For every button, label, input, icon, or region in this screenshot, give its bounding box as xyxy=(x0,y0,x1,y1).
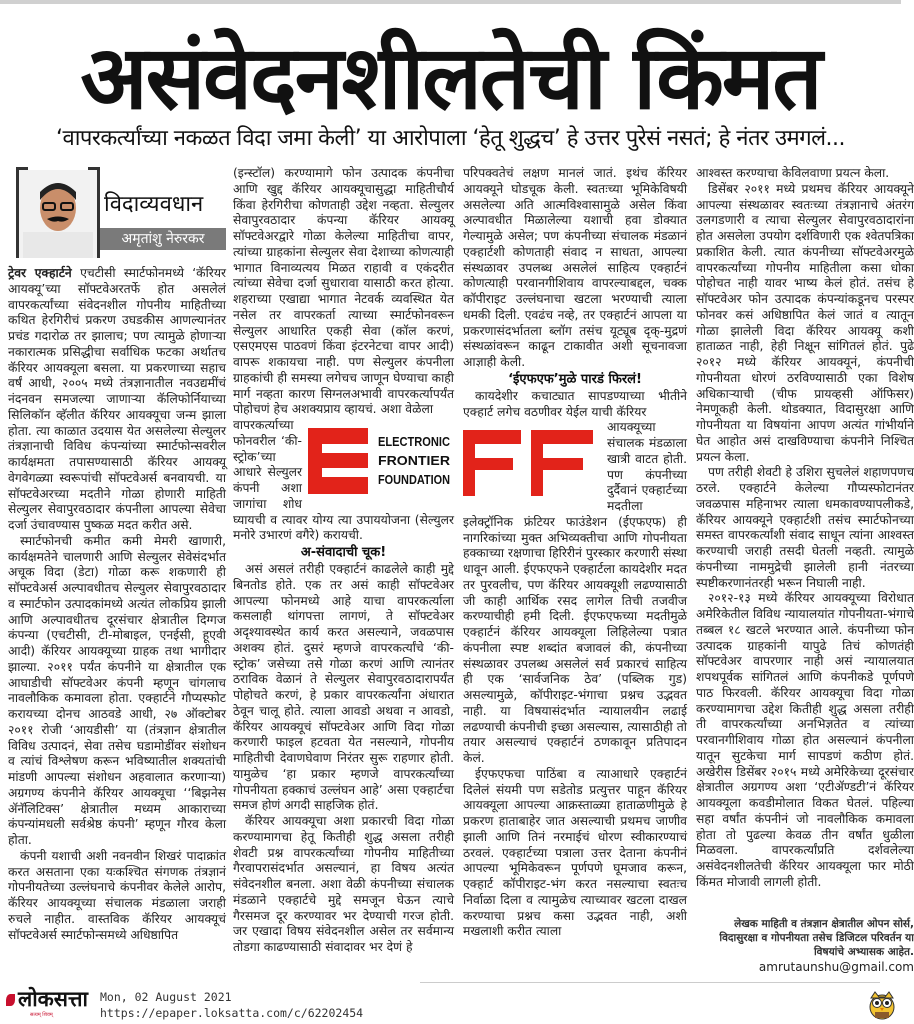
logo-text: लोकसत्ता xyxy=(18,987,88,1011)
author-box xyxy=(8,166,226,266)
column-1 xyxy=(8,166,226,943)
section-heading: ‘ईएफएफ’मुळे पारडं फिरलं! xyxy=(508,371,642,387)
epaper-url[interactable]: https://epaper.loksatta.com/c/62202454 xyxy=(100,1006,364,1020)
column-3 xyxy=(463,166,687,940)
paragraph: ईएफएफचा पाठिंबा व त्याआधारे एक्हार्टनं दिलेलं संयमी पण सडेतोड प्रत्युत्तर पाहून कॅरियर आयक्यूला आपल्या आक्रस्ताळ्या हाताळणीमुळे हे प्रकरण हाताबाहेर जात असल्याची प्रथमच जाणीव झाली आणि तिनं नरमाईचं धोरण स्वीकारण्याचं ठरवलं. एक्हार्टच्या पत्राला उत्तर देताना कंपनीनं आपल्या भूमिकेवरून पूर्णपणे घूमजाव करून, एक्हार्ट कॉपीराइट-भंग करत नसल्याचा स्वतःच निर्वाळा दिला व त्यामुळेच त्याच्यावर खटला दाखल करण्याचा प्रश्नच कसा उद्भवत नाही, अशी मखलाशी करीत त्याला xyxy=(463,766,687,939)
paragraph: कायदेशीर कचाट्यात सापडण्याच्या भीतीने एक्हार्ट लगेच वठणीवर येईल याची कॅरियर xyxy=(463,388,687,419)
author-portrait-icon xyxy=(19,170,97,258)
loksatta-logo[interactable] xyxy=(4,986,96,1020)
logo-tagline: सत्यम् शिवम् xyxy=(30,1012,53,1018)
paragraph: असं असलं तरीही एक्हार्टनं काढलेले काही मुद्दे बिनतोड होते. एक तर असं काही सॉफ्टवेअर आपल्या फोनमध्ये आहे याचा वापरकर्त्याला कसलाही थांगपत्ता लागणं, ते सॉफ्टवेअर अदृश्यावस्थेत कार्य करत असल्याने, जवळपास अशक्य होतं. दुसरं म्हणजे वापरकर्त्यांचे ‘की-स्ट्रोक’ जसेच्या तसे गोळा करणं आणि त्यानंतर ठराविक वेळानं ते सेल्युलर सेवापुरवठादारापर्यंत पोहोचते करणं, हे प्रकार वापरकर्त्यांना अंधारात ठेवून चालू होते. त्याला आवडो अथवा न आवडो, कॅरियर आयक्यूचं सॉफ्टवेअर आणि विदा गोळा करणारी फाइल हटवता येत नसल्याने, गोपनीय माहितीची देवाणघेवाण निरंतर सुरू राहणार होती. यामुळेच ‘हा प्रकार म्हणजे वापरकर्त्यांच्या गोपनीयता हक्काचं उल्लंघन आहे’ असा एक्हार्टचा समज होणं अगदी साहजिक होतं. xyxy=(233,562,454,813)
logo-flame-icon xyxy=(6,994,15,1006)
eff-logo-right-image xyxy=(463,422,599,502)
paragraph: वापरकर्त्याच्या फोनवरील ‘की-स्ट्रोक’च्या आधारे सेल्युलर कंपनी अशा जागांचा शोध घ्यायची व त्यावर योग्य त्या उपाययोजना (सेल्युलर मनोरे उभारणं वगैरे) करायची. xyxy=(233,418,454,543)
paragraph: परिपक्वतेचं लक्षण मानलं जातं. इथंच कॅरियर आयक्यूने घोडचूक केली. स्वतःच्या भूमिकेविषयी असलेल्या अति आत्मविश्वासामुळे असेल किंवा अल्पावधीत मिळालेल्या यशाची हवा डोक्यात गेल्यामुळे असेल; पण कंपनीच्या संचालक मंडळानं एक्हार्टशी कोणताही संवाद न साधता, आपल्या संस्थळावर उपलब्ध असलेलं साहित्य एक्हार्टनं कोणत्याही परवानगीशिवाय वापरल्याबद्दल, चक्क कॉपीराइट उल्लंघनाचा खटला भरण्याची त्याला धमकी दिली. एवढंच नव्हे, तर एक्हार्टनं आपला या प्रकरणासंदर्भातला ब्लॉग तसंच यूट्यूब दृक्-मुद्रणं संस्थळांवरून काढून टाकावीत अशी सूचनावजा आज्ञाही केली. xyxy=(463,166,687,369)
author-bio: लेखक माहिती व तंत्रज्ञान क्षेत्रातील ओपन सोर्स, विदासुरक्षा व गोपनीयता तसेच डिजिटल परिवर्तन या विषयांचे अभ्यासक आहेत. xyxy=(719,917,914,958)
eff-logo-left-image xyxy=(308,420,454,500)
paragraph: कॅरियर आयक्यूचा अशा प्रकारची विदा गोळा करण्यामागचा हेतू कितीही शुद्ध असला तरीही शेवटी प्रश्न वापरकर्त्यांच्या गोपनीय माहितीच्या गैरवापरासंदर्भात असल्यानं, हा विषय अत्यंत संवेदनशील बनला. अशा वेळी कंपनीच्या संचालक मंडळाने एक्हार्टचे मुद्दे समजून घेऊन त्याचे गैरसमज दूर करण्यावर भर देण्याची गरज होती. जर एखादा विषय संवेदनशील असेल तर सर्वमान्य तोडगा काढण्यासाठी संवादावर भर देणं हे xyxy=(233,814,454,954)
subheadline: ‘वापरकर्त्यांच्या नकळत विदा जमा केली’ या आरोपाला ‘हेतू शुद्धच’ हे उत्तर पुरेसं नसतं; हे नंतर उमगलं... xyxy=(55,126,845,151)
paragraph: स्मार्टफोनची कमीत कमी मेमरी खाणारी, कार्यक्षमतेने चालणारी आणि सेल्युलर सेवेसंदर्भात अचूक विदा (डेटा) गोळा करू शकणारी ही सॉफ्टवेअर्स अल्पावधीतच सेल्युलर सेवापुरवठादार व स्मार्टफोन उत्पादकांमध्ये अत्यंत लोकप्रिय झाली आणि अल्पावधीतच दूरसंचार क्षेत्रातील दिग्गज कंपन्या (एचटीसी, टी-मोबाइल, एनईसी, हूएवी आदी) कॅरियर आयक्यूच्या ग्राहक तथा भागीदार झाल्या. २०११ पर्यंत कंपनीने या क्षेत्रातील एक आघाडीची सॉफ्टवेअर कंपनी म्हणून चांगलाच नावलौकिक कमावला होता. एक्हार्टने गौप्यस्फोट करायच्या दोनच आठवडे आधी, २७ ऑक्टोबर २०११ रोजी ‘आयडीसी’ या (तंत्रज्ञान क्षेत्रातील विविध उत्पादनं, सेवा तसेच घडामोडींवर संशोधन व त्यांचं विश्लेषण करून भविष्यातील शक्यतांची मांडणी आपल्या संशोधन अहवालात करणाऱ्या) अग्रगण्य कंपनीने कॅरियर आयक्यूचा ‘‘बिझनेस ॲनॅलिटिक्स’ क्षेत्रातील मध्यम आकाराच्या कंपन्यांमधली सर्वश्रेष्ठ कंपनी’ म्हणून गौरव केला होता. xyxy=(8,533,226,847)
column-4 xyxy=(696,166,914,975)
paragraph: आयक्यूच्या संचालक मंडळाला खात्री वाटत होती. पण कंपनीच्या दुर्दैवानं एक्हार्टच्या मदतीला इलेक्ट्रॉनिक फ्रंटियर फाउंडेशन (ईएफएफ) ही नागरिकांच्या मुक्त अभिव्यक्तीचा आणि गोपनीयता हक्काच्या रक्षणाचा हिरिरीनं पुरस्कार करणारी संस्था धावून आली. ईएफएफने एक्हार्टला कायदेशीर मदत तर पुरवलीच, पण कॅरियर आयक्यूशी लढण्यासाठी जी काही आर्थिक रसद लागेल तिची तजवीज करण्याचीही हमी दिली. ईएफएफच्या मदतीमुळे एक्हार्टनं कॅरियर आयक्यूला लिहिलेल्या पत्रात कंपनीला स्पष्ट शब्दांत बजावलं की, कंपनीच्या संस्थळावर उपलब्ध असलेलं सर्व प्रकारचं साहित्य ही एक ‘सार्वजनिक ठेव’ (पब्लिक गुड) असल्यामुळे, कॉपीराइट-भंगाचा प्रश्नच उद्भवत नाही. या विषयासंदर्भात न्यायालयीन लढाई लढण्याची कंपनीची इच्छा असल्यास, त्यासाठीही तो तयार असल्याचं एक्हार्टनं ठणकावून प्रतिपादन केलं. xyxy=(463,420,687,765)
lead-words: ट्रेवर एक्हार्टने xyxy=(8,266,72,280)
author-photo xyxy=(16,170,100,258)
author-name: अमृतांशु नेरुरकर xyxy=(100,228,226,250)
paragraph: २०१२-१३ मध्ये कॅरियर आयक्यूच्या विरोधात अमेरिकेतील विविध न्यायालयांत गोपनीयता-भंगाचे तब्बल १८ खटले भरण्यात आले. कंपनीच्या फोन उत्पादक ग्राहकांनी यापुढे तिचं कोणतंही सॉफ्टवेअर वापरणार नाही असं न्यायालयात शपथपूर्वक सांगितलं आणि कंपनीकडे पूर्णपणे पाठ फिरवली. कॅरियर आयक्यूचा विदा गोळा करण्यामागचा उद्देश कितीही शुद्ध असला तरीही ती वापरकर्त्यांच्या अनभिज्ञतेत व त्यांच्या परवानगीशिवाय गोळा होत असल्यानं कंपनीला यातून सुटकेचा मार्ग सापडणं कठीण होतं. अखेरीस डिसेंबर २०१५ मध्ये अमेरिकेच्या दूरसंचार क्षेत्रातील अग्रगण्य अशा ‘एटीॲण्डटी’नं कॅरियर आयक्यूला कवडीमोलात विकत घेतलं. पहिल्या सहा वर्षांत कंपनीनं जो नावलौकिक कमावला होता तो पुढल्या केवळ तीन वर्षांत धुळीला मिळवला. वापरकर्त्यांप्रति दर्शवलेल्या असंवेदनशीलतेची कॅरियर आयक्यूला फार मोठी किंमत मोजावी लागली होती. xyxy=(696,591,914,889)
paragraph: पण तरीही शेवटी हे उशिरा सुचलेलं शहाणपणच ठरले. एक्हार्टने केलेल्या गौप्यस्फोटानंतर जवळपास महिनाभर त्याला धमकावण्यापलीकडे, कॅरियर आयक्यूने एक्हार्टशी तसंच स्मार्टफोनच्या समस्त वापरकर्त्यांशी संवाद साधून त्यांना आश्वस्त करण्याची जराही तसदी घेतली नव्हती. त्यामुळे कंपनीच्या नाममुद्रेची झालेली हानी नंतरच्या स्पष्टीकरणानंतरही भरून निघाली नाही. xyxy=(696,465,914,590)
owl-mascot-icon xyxy=(868,988,896,1020)
top-border xyxy=(0,0,901,4)
paragraph xyxy=(8,266,226,534)
eff-line-1: ELECTRONIC xyxy=(378,434,451,449)
column-name: विदाव्यवधान xyxy=(104,192,204,217)
paragraph-text: एचटीसी स्मार्टफोनमध्ये ‘कॅरियर आयक्यू’च्या सॉफ्टवेअरतर्फे होत असलेलं वापरकर्त्यांच्या संवेदनशील गोपनीय माहितीच्या कथित हेरगिरीचं प्रकरण उघडकीस आणल्यानंतर प्रचंड गदारोळ तर झालाच; पण त्यामुळे होणाऱ्या नकारात्मक प्रसिद्धीचा सर्वाधिक फटका अर्थातच कॅरियर आयक्यूला बसला. या प्रकरणाच्या सहाच वर्षं आधी, २००५ मध्ये तंत्रज्ञानातील नवउद्यमींचं नंदनवन समजल्या जाणाऱ्या कॅलिफोर्नियाच्या सिलिकॉन व्हॅलीत कॅरियर आयक्यूचा जन्म झाला होता. त्या काळात उदयास येत असलेल्या सेल्युलर तंत्रज्ञानाची विविध कंपन्यांच्या स्मार्टफोन्सवरील कार्यक्षमता तपासण्यासाठी कॅरियर आयक्यू वेगवेगळ्या स्वरूपांची सॉफ्टवेअर्स बनवायची. या सॉफ्टवेअरच्या मदतीने गोळा होणारी माहिती सेल्युलर सेवापुरवठादार कंपनीला आपल्या सेवेचा दर्जा उंचावण्यास पुष्कळ मदत करीत असे. xyxy=(8,266,226,532)
section-heading: अ-संवादाची चूक! xyxy=(300,545,387,560)
eff-line-3: FOUNDATION xyxy=(378,472,450,487)
author-email: amrutaunshu@gmail.com xyxy=(758,959,914,974)
paragraph: कंपनी यशाची अशी नवनवीन शिखरं पादाक्रांत करत असताना एका यःकश्चित संगणक तंत्रज्ञानं गोपनीयतेच्या उल्लंघनाचे कंपनीवर केलेले आरोप, कॅरियर आयक्यूच्या संचालक मंडळाला जराही रुचले नाहीत. वास्तविक कॅरियर आयक्यूचं सॉफ्टवेअर्स स्मार्टफोन्समध्ये अधिष्ठापित xyxy=(8,848,226,942)
eff-line-2: FRONTIER xyxy=(378,453,451,468)
publish-date: Mon, 02 August 2021 xyxy=(100,990,232,1004)
column-2 xyxy=(233,166,454,956)
headline: असंवेदनशीलतेची किंमत xyxy=(80,26,821,129)
paragraph: डिसेंबर २०११ मध्ये प्रथमच कॅरियर आयक्यूने आपल्या संस्थळावर स्वतःच्या तंत्रज्ञानाचे अंतरंग उलगडणारी व त्याचा सेल्युलर सेवापुरवठादारांना होत असलेला उपयोग दर्शविणारी एक श्वेतपत्रिका प्रकाशित केली. त्यात कंपनीच्या सॉफ्टवेअरमुळे वापरकर्त्यांच्या गोपनीय माहितीला कसा धोका पोहोचत नाही यावर भाष्य केलं होतं. तसंच हे सॉफ्टवेअर फोन उत्पादक कंपन्यांकडूनच परस्पर फोनवर कसं अधिष्ठापित केलं जातं व त्यातून गोळा झालेली विदा कॅरियर आयक्यू कशी हाताळत नाही, हेही निक्षून सांगितलं होतं. पुढे २०१२ मध्ये कॅरियर आयक्यूनं, कंपनीची गोपनीयता धोरणं ठरविण्यासाठी एका विशेष अधिकाऱ्याची (चीफ प्रायव्हसी ऑफिसर) नेमणूकही केली. थोडक्यात, विदासुरक्षा आणि गोपनीयता या विषयांना आपण अत्यंत गांभीर्याने घेत आहोत असं दाखविण्याचा कंपनीने निश्चित प्रयत्न केला. xyxy=(696,181,914,464)
paragraph: आश्वस्त करण्याचा केविलवाणा प्रयत्न केला. xyxy=(696,166,890,180)
footer-divider xyxy=(420,982,880,983)
paragraph: (इन्स्टॉल) करण्यामागे फोन उत्पादक कंपनीचा आणि खुद्द कॅरियर आयक्यूचासुद्धा माहितीचौर्य किंवा हेरगिरीचा कोणताही उद्देश नव्हता. सेल्युलर सेवापुरवठादार कंपन्या कॅरियर आयक्यू सॉफ्टवेअरद्वारे गोळा केलेल्या माहितीचा वापर, त्यांच्या ग्राहकांना सेल्युलर सेवा देशाच्या कोणत्याही भागात विनाव्यत्यय मिळत राहावी व एकंदरीत त्यांच्या सेवेचा दर्जा सुधारावा यासाठी करत होत्या. शहराच्या एखाद्या भागात नेटवर्क व्यवस्थित येत नसेल तर वापरकर्ता त्याच्या स्मार्टफोनवरून सेल्युलर आधारित एकही सेवा (कॉल करणं, एसएमएस पाठवणं किंवा इंटरनेटचा वापर आदी) वापरू शकायचा नाही. पण सेल्युलर कंपनीला ग्राहकांची ही समस्या लगेचच जाणून घेण्याचा काही मार्ग नव्हता कारण सिग्नलअभावी वापरकर्त्यापर्यंत पोहोचणं हेच अशक्यप्राय व्हायचं. अशा वेळेला xyxy=(233,166,454,417)
